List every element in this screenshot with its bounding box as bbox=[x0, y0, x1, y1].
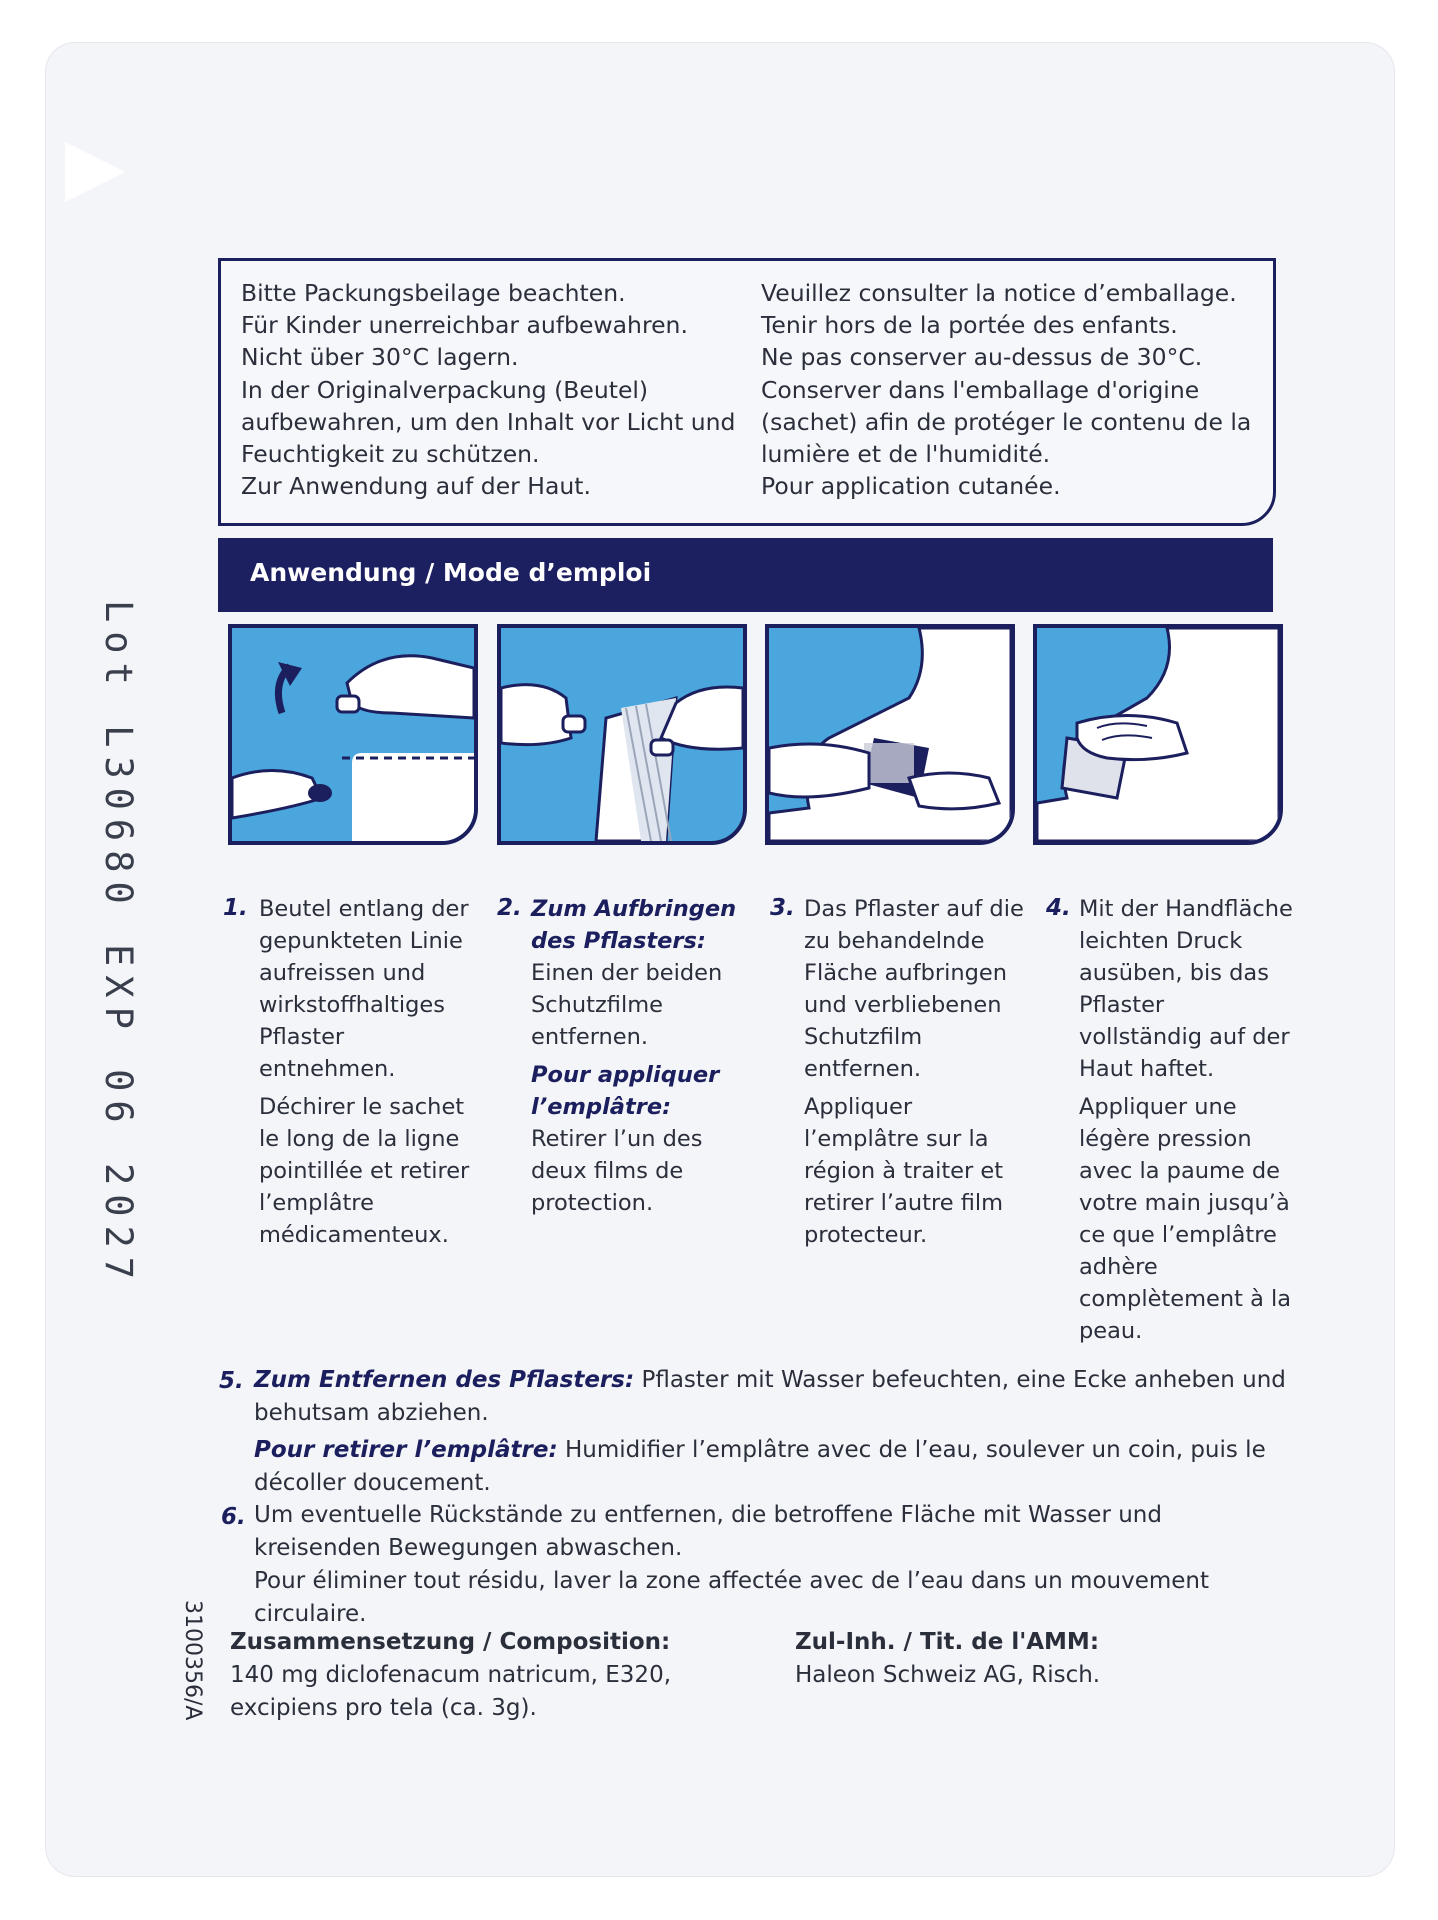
step-5-lead-fr: Pour retirer l’emplâtre: bbox=[254, 1437, 558, 1463]
step-3-de-5: Schutzfilm bbox=[804, 1024, 923, 1050]
storage-fr-line-7: Pour application cutanée. bbox=[761, 472, 1061, 501]
instructions-header bbox=[218, 538, 1273, 612]
step-4-de-2: leichten Druck bbox=[1079, 928, 1243, 954]
step-6-fr-line-1: Pour éliminer tout résidu, laver la zone affectée avec de l’eau dans un mouvement bbox=[254, 1568, 1210, 1594]
step-3-fr-3: région à traiter et bbox=[804, 1158, 1004, 1184]
step-3-fr-4: retirer l’autre film bbox=[804, 1190, 1004, 1216]
step-4-de-3: ausüben, bis das bbox=[1079, 960, 1269, 986]
step-6-de-line-1: Um eventuelle Rückstände zu entfernen, die betroffene Fläche mit Wasser und bbox=[254, 1502, 1162, 1528]
storage-de-line-4: In der Originalverpackung (Beutel) bbox=[241, 375, 649, 404]
storage-de-line-7: Zur Anwendung auf der Haut. bbox=[241, 472, 591, 501]
step-1-number: 1. bbox=[223, 895, 248, 921]
storage-fr-line-4: Conserver dans l'emballage d'origine bbox=[761, 375, 1200, 404]
step-4-fr-3: avec la paume de bbox=[1079, 1158, 1281, 1184]
step-3-illustration bbox=[765, 624, 1015, 845]
step-3-de-3: Fläche aufbringen bbox=[804, 960, 1008, 986]
storage-de-line-5: aufbewahren, um den Inhalt vor Licht und bbox=[241, 407, 736, 436]
step-4-de-6: Haut haftet. bbox=[1079, 1056, 1215, 1082]
step-1-text bbox=[259, 893, 469, 1251]
step-4-number: 4. bbox=[1046, 895, 1071, 921]
step-1-de-1: Beutel entlang der bbox=[259, 896, 469, 922]
storage-fr-line-2: Tenir hors de la portée des enfants. bbox=[761, 311, 1178, 340]
product-code: 3100356/A bbox=[180, 1600, 205, 1721]
holder-block bbox=[795, 1626, 1100, 1692]
storage-fr-line-3: Ne pas conserver au-dessus de 30°C. bbox=[761, 343, 1203, 372]
step-3-fr-2: l’emplâtre sur la bbox=[804, 1126, 989, 1152]
storage-info-fr bbox=[761, 277, 1251, 502]
step-3-de-6: entfernen. bbox=[804, 1056, 922, 1082]
step-3-de-4: und verbliebenen bbox=[804, 992, 1002, 1018]
storage-fr-line-1: Veuillez consulter la notice d’emballage. bbox=[761, 279, 1237, 307]
step-6-fr-line-2: circulaire. bbox=[254, 1601, 367, 1627]
step-6-text bbox=[254, 1499, 1209, 1631]
step-2-lead-de-1: Zum Aufbringen bbox=[531, 896, 737, 922]
step-1-fr-2: le long de la ligne bbox=[259, 1126, 460, 1152]
step-1-de-4: wirkstoffhaltiges bbox=[259, 992, 445, 1018]
storage-de-line-3: Nicht über 30°C lagern. bbox=[241, 343, 519, 372]
step-6-number: 6. bbox=[221, 1504, 246, 1530]
step-4-fr-7: complètement à la bbox=[1079, 1286, 1292, 1312]
step-3-de-1: Das Pflaster auf die bbox=[804, 896, 1024, 922]
lot-expiry-imprint: Lot L30680 EXP 06 2027 bbox=[97, 600, 140, 1289]
step-4-fr-5: ce que l’emplâtre bbox=[1079, 1222, 1277, 1248]
instructions-title: Anwendung / Mode d’emploi bbox=[250, 558, 652, 587]
storage-de-line-6: Feuchtigkeit zu schützen. bbox=[241, 440, 540, 469]
step-2-de-1: Einen der beiden bbox=[531, 960, 723, 986]
step-1-de-2: gepunkteten Linie bbox=[259, 928, 463, 954]
storage-info-de bbox=[241, 277, 735, 502]
step-5-text bbox=[254, 1364, 1286, 1500]
holder-heading: Zul-Inh. / Tit. de l'AMM: bbox=[795, 1629, 1100, 1655]
step-1-fr-3: pointillée et retirer bbox=[259, 1158, 470, 1184]
step-3-fr-5: protecteur. bbox=[804, 1222, 928, 1248]
step-2-fr-1: Retirer l’un des bbox=[531, 1126, 703, 1152]
step-2-illustration bbox=[497, 624, 747, 845]
storage-de-line-1: Bitte Packungsbeilage beachten. bbox=[241, 279, 626, 307]
step-1-fr-5: médicamenteux. bbox=[259, 1222, 449, 1248]
step-2-lead-fr-2: l’emplâtre: bbox=[531, 1094, 672, 1120]
step-3-de-2: zu behandelnde bbox=[804, 928, 985, 954]
step-3-fr-1: Appliquer bbox=[804, 1094, 913, 1120]
tear-notch bbox=[65, 142, 125, 202]
step-4-fr-6: adhère bbox=[1079, 1254, 1158, 1280]
storage-fr-line-6: lumière et de l'humidité. bbox=[761, 440, 1051, 469]
step-2-text bbox=[531, 893, 736, 1219]
step-4-fr-8: peau. bbox=[1079, 1318, 1143, 1344]
storage-fr-line-5: (sachet) afin de protéger le contenu de la bbox=[761, 407, 1252, 436]
storage-de-line-2: Für Kinder unerreichbar aufbewahren. bbox=[241, 311, 688, 340]
step-4-fr-2: légère pression bbox=[1079, 1126, 1252, 1152]
step-2-lead-de-2: des Pflasters: bbox=[531, 928, 706, 954]
composition-heading: Zusammensetzung / Composition: bbox=[230, 1629, 671, 1655]
step-5-fr-line-1: Humidifier l’emplâtre avec de l’eau, soulever un coin, puis le bbox=[557, 1437, 1266, 1463]
step-4-fr-4: votre main jusqu’à bbox=[1079, 1190, 1290, 1216]
step-2-lead-fr-1: Pour appliquer bbox=[531, 1062, 720, 1088]
step-1-de-5: Pflaster bbox=[259, 1024, 345, 1050]
step-4-de-5: vollständig auf der bbox=[1079, 1024, 1290, 1050]
step-4-fr-1: Appliquer une bbox=[1079, 1094, 1237, 1120]
step-2-number: 2. bbox=[497, 895, 522, 921]
step-3-text bbox=[804, 893, 1024, 1251]
step-5-lead-de: Zum Entfernen des Pflasters: bbox=[254, 1367, 635, 1393]
step-4-de-4: Pflaster bbox=[1079, 992, 1165, 1018]
step-1-de-6: entnehmen. bbox=[259, 1056, 396, 1082]
step-1-fr-4: l’emplâtre bbox=[259, 1190, 374, 1216]
step-2-fr-3: protection. bbox=[531, 1190, 654, 1216]
step-2-de-3: entfernen. bbox=[531, 1024, 649, 1050]
step-3-number: 3. bbox=[770, 895, 795, 921]
step-4-de-1: Mit der Handfläche bbox=[1079, 896, 1293, 922]
step-2-fr-2: deux films de bbox=[531, 1158, 684, 1184]
step-4-text bbox=[1079, 893, 1293, 1347]
step-1-illustration bbox=[228, 624, 478, 845]
step-5-de-line-1: Pflaster mit Wasser befeuchten, eine Ecke anheben und bbox=[634, 1367, 1286, 1393]
step-5-de-line-2: behutsam abziehen. bbox=[254, 1400, 489, 1426]
composition-line-1: 140 mg diclofenacum natricum, E320, bbox=[230, 1662, 672, 1688]
step-6-de-line-2: kreisenden Bewegungen abwaschen. bbox=[254, 1535, 683, 1561]
step-1-de-3: aufreissen und bbox=[259, 960, 426, 986]
composition-line-2: excipiens pro tela (ca. 3g). bbox=[230, 1695, 537, 1721]
step-1-fr-1: Déchirer le sachet bbox=[259, 1094, 465, 1120]
holder-line-1: Haleon Schweiz AG, Risch. bbox=[795, 1662, 1101, 1688]
step-4-illustration bbox=[1033, 624, 1283, 845]
step-5-number: 5. bbox=[219, 1368, 244, 1394]
composition-block bbox=[230, 1626, 671, 1725]
step-2-de-2: Schutzfilme bbox=[531, 992, 663, 1018]
storage-info-box bbox=[218, 258, 1276, 526]
step-5-fr-line-2: décoller doucement. bbox=[254, 1470, 491, 1496]
